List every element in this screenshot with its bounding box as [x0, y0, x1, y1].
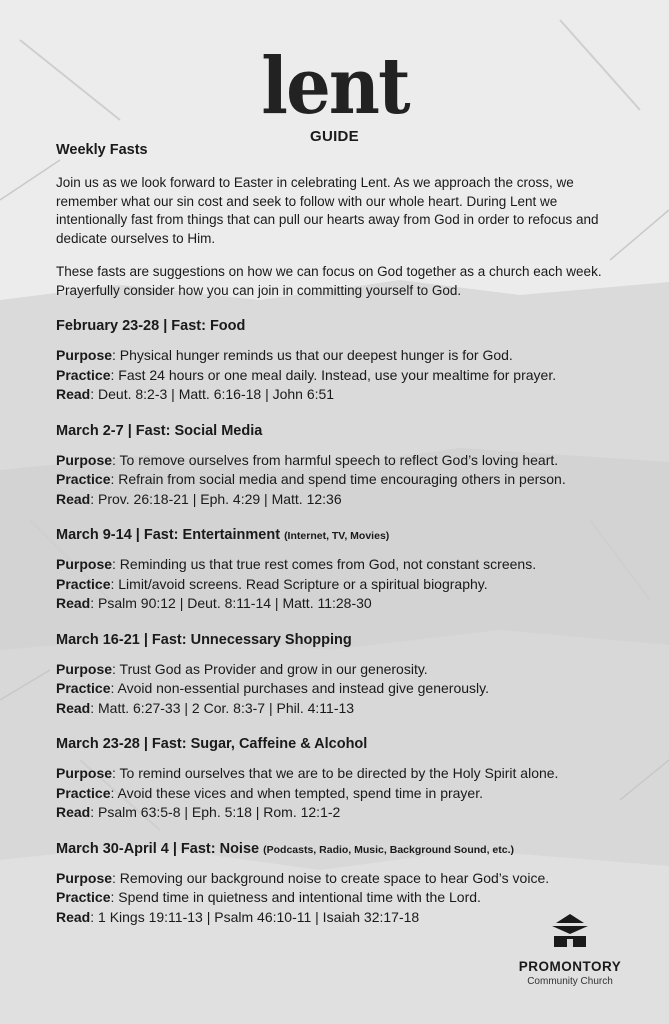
- read-label: Read: [56, 699, 91, 716]
- practice-text: : Fast 24 hours or one meal daily. Instead, use your mealtime for prayer.: [110, 366, 557, 383]
- purpose-text: : Trust God as Provider and grow in our generosity.: [112, 660, 428, 677]
- church-logo: [508, 914, 632, 987]
- purpose-label: Purpose: [56, 347, 113, 363]
- fast-week: [56, 527, 626, 614]
- practice-label: Practice: [56, 471, 111, 487]
- practice-text: : Refrain from social media and spend time encouraging others in person.: [110, 471, 566, 487]
- page-title: lent: [260, 41, 409, 132]
- fast-week: [56, 423, 626, 510]
- practice-text: : Avoid non-essential purchases and instead give generously.: [110, 680, 489, 696]
- read-label: Read: [56, 804, 91, 820]
- purpose-text: : To remove ourselves from harmful speech to reflect God’s loving heart.: [112, 451, 559, 468]
- read-text: : Prov. 26:18-21 | Eph. 4:29 | Matt. 12:36: [90, 490, 342, 507]
- week-title: [56, 423, 626, 439]
- intro-paragraph: These fasts are suggestions on how we can focus on God together as a church each week. Prayerfully consider how you can join in committing yourself to God.: [56, 264, 602, 298]
- week-practice: [56, 679, 626, 699]
- practice-label: Practice: [56, 680, 111, 696]
- week-purpose: [56, 346, 626, 366]
- week-title-text: February 23-28 | Fast: Food: [56, 318, 246, 334]
- week-purpose: [56, 660, 626, 680]
- week-title: [56, 527, 626, 543]
- practice-label: Practice: [56, 575, 111, 592]
- practice-text: : Avoid these vices and when tempted, spend time in prayer.: [110, 784, 484, 801]
- purpose-label: Purpose: [56, 660, 113, 677]
- read-text: : Deut. 8:2-3 | Matt. 6:16-18 | John 6:51: [90, 386, 335, 402]
- week-note: (Internet, TV, Movies): [284, 530, 390, 542]
- read-text: : Psalm 90:12 | Deut. 8:11-14 | Matt. 11:28-30: [90, 595, 372, 611]
- read-label: Read: [56, 908, 91, 925]
- section-heading: Weekly Fasts: [56, 142, 148, 158]
- week-practice: [56, 784, 626, 804]
- week-title: [56, 318, 626, 334]
- week-purpose: [56, 869, 626, 889]
- purpose-label: Purpose: [56, 869, 113, 886]
- practice-label: Practice: [56, 784, 111, 801]
- week-title-text: March 30-April 4 | Fast: Noise: [56, 840, 260, 857]
- week-read: [56, 699, 626, 719]
- fasts-section: [56, 142, 626, 927]
- read-label: Read: [56, 386, 91, 402]
- purpose-text: : Physical hunger reminds us that our deepest hunger is for God.: [112, 347, 513, 363]
- week-title-text: March 16-21 | Fast: Unnecessary Shopping: [56, 631, 352, 648]
- church-building-icon: [548, 914, 592, 948]
- week-purpose: [56, 764, 626, 784]
- read-text: : Psalm 63:5-8 | Eph. 5:18 | Rom. 12:1-2: [90, 804, 341, 820]
- fast-week: [56, 318, 626, 405]
- fast-week: [56, 632, 626, 719]
- purpose-label: Purpose: [56, 451, 113, 468]
- read-text: : 1 Kings 19:11-13 | Psalm 46:10-11 | Isaiah 32:17-18: [90, 908, 420, 925]
- read-label: Read: [56, 490, 91, 507]
- week-title-text: March 23-28 | Fast: Sugar, Caffeine & Alcohol: [56, 736, 368, 752]
- page-subtitle: GUIDE: [309, 128, 359, 145]
- week-read: [56, 385, 626, 405]
- purpose-text: : Removing our background noise to create space to hear God’s voice.: [112, 869, 550, 886]
- practice-text: : Spend time in quietness and intentional time with the Lord.: [110, 889, 481, 905]
- fast-week: [56, 736, 626, 823]
- week-read: [56, 594, 626, 614]
- read-label: Read: [56, 595, 91, 611]
- week-purpose: [56, 555, 626, 575]
- purpose-label: Purpose: [56, 765, 113, 781]
- week-title-text: March 2-7 | Fast: Social Media: [56, 422, 263, 439]
- week-title: [56, 841, 626, 857]
- week-purpose: [56, 451, 626, 471]
- week-title-text: March 9-14 | Fast: Entertainment: [56, 527, 281, 543]
- week-read: [56, 490, 626, 510]
- week-practice: [56, 470, 626, 490]
- week-practice: [56, 575, 626, 595]
- practice-text: : Limit/avoid screens. Read Scripture or a spiritual biography.: [110, 575, 488, 592]
- week-read: [56, 803, 626, 823]
- practice-label: Practice: [56, 889, 111, 905]
- read-text: : Matt. 6:27-33 | 2 Cor. 8:3-7 | Phil. 4:11-13: [90, 699, 355, 716]
- church-subtitle: Community Church: [527, 976, 613, 987]
- purpose-label: Purpose: [56, 556, 113, 572]
- week-note: (Podcasts, Radio, Music, Background Sound, etc.): [263, 843, 514, 856]
- week-title: [56, 736, 626, 752]
- week-practice: [56, 888, 626, 908]
- practice-label: Practice: [56, 366, 111, 383]
- purpose-text: : Reminding us that true rest comes from God, not constant screens.: [112, 556, 537, 572]
- week-practice: [56, 366, 626, 386]
- church-name: PROMONTORY: [518, 959, 622, 974]
- intro-paragraph: Join us as we look forward to Easter in celebrating Lent. As we approach the cross, we remember what our sin cost and seek to follow with our whole heart. During Lent we intentionally fast from things that can pull our hearts away from God in order to refocus and dedicate ourselves to Him.: [56, 175, 599, 246]
- week-title: [56, 632, 626, 648]
- purpose-text: : To remind ourselves that we are to be directed by the Holy Spirit alone.: [112, 765, 559, 781]
